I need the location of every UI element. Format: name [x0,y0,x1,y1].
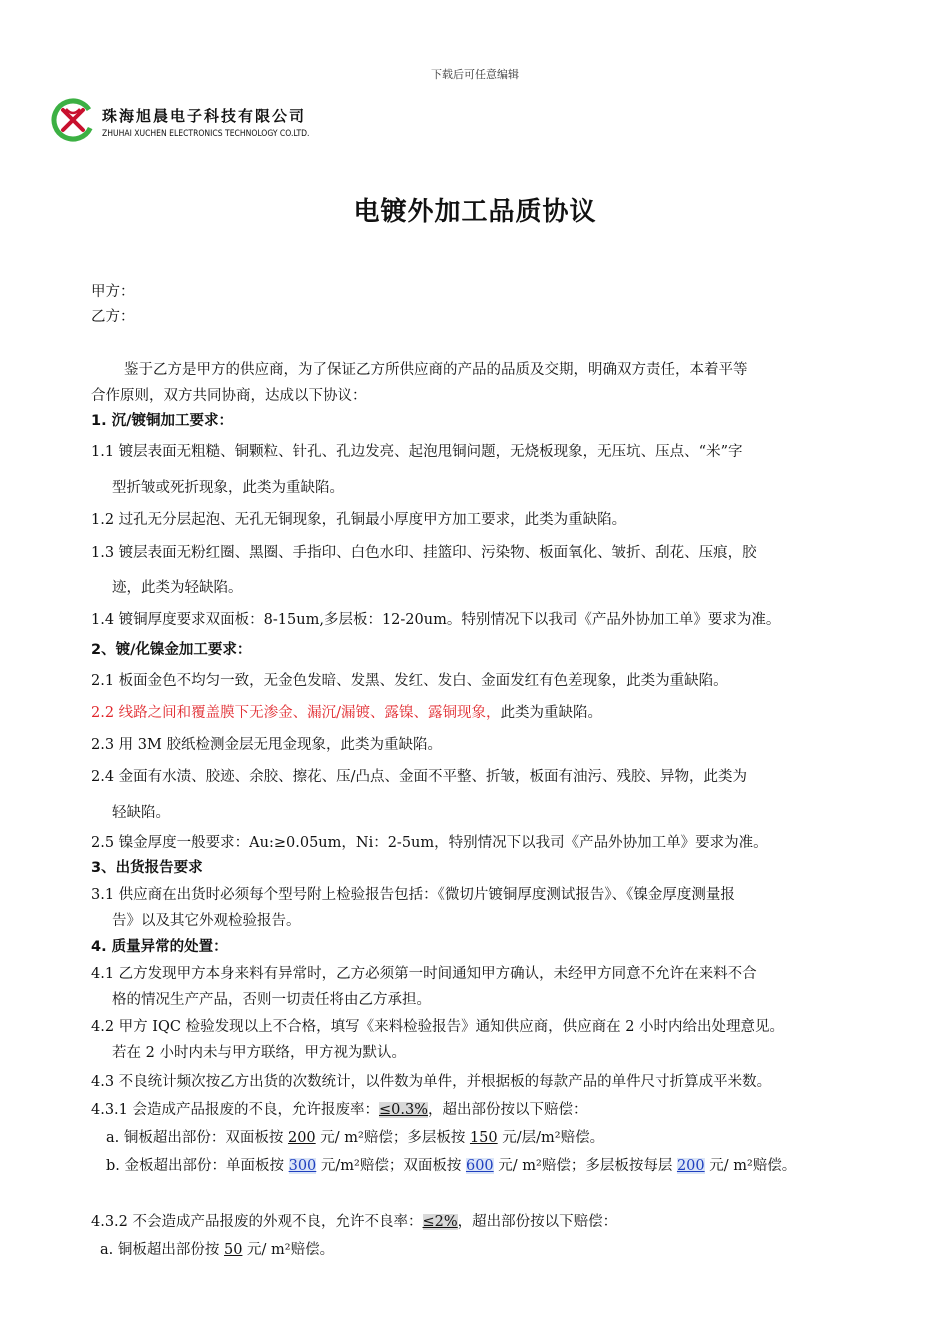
document-title: 电镀外加工品质协议 [353,197,597,227]
header-note: 下载后可任意编辑 [431,68,519,81]
clause-4-3-2 [91,1212,617,1232]
clause-4-3-2-suffix: ，超出部份按以下赔偿： [457,1214,618,1230]
clause-2-2-rest-text: 此类为重缺陷。 [500,705,603,721]
gold-board-label: b. 金板超出部份：单面板按 [106,1158,289,1174]
clause-2-3: 2.3 用 3M 胶纸检测金层无甩金现象，此类为重缺陷。 [91,737,442,753]
clause-4-3-2-text: 4.3.2 不会造成产品报废的外观不良，允许不良率： [91,1214,423,1230]
clause-4-1-line-1: 4.1 乙方发现甲方本身来料有异常时，乙方必须第一时间通知甲方确认，未经甲方同意不允许在来料不合 [91,966,757,982]
clause-2-5: 2.5 镍金厚度一般要求：Au:≥0.05um，Ni：2-5um，特别情况下以我司《产品外协加工单》要求为准。 [91,835,768,851]
clause-1-4: 1.4 镀铜厚度要求双面板：8-15um,多层板：12-20um。特别情况下以我司《产品外协加工单》要求为准。 [91,612,781,628]
clause-2-2 [91,703,602,723]
copper-multilayer-rate: 150 [469,1130,498,1146]
clause-2-4-line-2: 轻缺陷。 [112,805,170,821]
party-a-label: 甲方： [91,284,135,300]
clause-4-3-1 [91,1100,588,1120]
clause-1-3-line-1: 1.3 镀层表面无粉红圈、黑圈、手指印、白色水印、挂篮印、污染物、板面氧化、皱折、刮花、压痕，胶 [91,545,757,561]
intro-paragraph-line-1: 鉴于乙方是甲方的供应商，为了保证乙方所供应商的产品的品质及交期，明确双方责任，本着平等 [124,362,748,378]
company-name-cn: 珠海旭晨电子科技有限公司 [102,107,307,125]
scrap-rate-value: ≤0.3% [379,1102,429,1118]
clause-2-4-line-1: 2.4 金面有水渍、胶迹、余胶、擦花、压/凸点、金面不平整、折皱，板面有油污、残胶、异物，此类为 [91,769,748,785]
defect-rate-value: ≤2% [422,1214,458,1230]
clause-2-2-highlight-text: 2.2 线路之间和覆盖膜下无渗金、漏沉/漏镀、露镍、露铜现象， [91,705,501,721]
intro-paragraph-line-2: 合作原则，双方共同协商，达成以下协议： [91,388,367,404]
clause-4-3-1-a [106,1128,604,1148]
section-4-heading: 4. 质量异常的处置： [91,939,228,955]
company-logo-block [50,97,470,147]
section-2-heading: 2、镀/化镍金加工要求： [91,642,252,658]
clause-4-3-2-a [100,1240,334,1260]
clause-4-3: 4.3 不良统计频次按乙方出货的次数统计，以件数为单件，并根据板的每款产品的单件尺寸折算成平米数。 [91,1074,772,1090]
company-name-en: ZHUHAI XUCHEN ELECTRONICS TECHNOLOGY CO.LTD. [102,129,310,139]
gold-double-sided-rate: 600 [465,1158,494,1174]
clause-3-1-line-1: 3.1 供应商在出货时必须每个型号附上检验报告包括：《微切片镀铜厚度测试报告》、《镍金厚度测量报 [91,887,735,903]
copper-board-label: a. 铜板超出部份：双面板按 [106,1130,288,1146]
gold-board-suffix: 元/ m²赔偿。 [704,1158,797,1174]
section-1-heading: 1. 沉/镀铜加工要求： [91,413,233,429]
copper-board-mid-text: 元/ m²赔偿；多层板按 [315,1130,470,1146]
clause-1-1-line-1: 1.1 镀层表面无粗糙、铜颗粒、针孔、孔边发亮、起泡甩铜问题，无烧板现象，无压坑、压点、“米”字 [91,444,743,460]
clause-2-1: 2.1 板面金色不均匀一致，无金色发暗、发黑、发红、发白、金面发红有色差现象，此类为重缺陷。 [91,673,728,689]
clause-1-3-line-2: 迹，此类为轻缺陷。 [112,580,243,596]
party-b-label: 乙方： [91,309,135,325]
gold-single-sided-rate: 300 [288,1158,317,1174]
clause-4-1-line-2: 格的情况生产产品，否则一切责任将由乙方承担。 [112,992,431,1008]
clause-4-3-1-suffix: ，超出部份按以下赔偿： [428,1102,588,1118]
gold-board-mid-text-1: 元/m²赔偿；双面板按 [316,1158,466,1174]
copper-board-excess-label: a. 铜板超出部份按 [100,1242,224,1258]
gold-board-mid-text-2: 元/ m²赔偿；多层板按每层 [493,1158,677,1174]
copper-excess-rate: 50 [223,1242,243,1258]
clause-1-1-line-2: 型折皱或死折现象，此类为重缺陷。 [112,480,344,496]
xc-logo-icon [50,97,96,143]
clause-4-2-line-2: 若在 2 小时内未与甲方联络，甲方视为默认。 [112,1045,406,1061]
clause-3-1-line-2: 告》以及其它外观检验报告。 [112,913,301,929]
section-3-heading: 3、出货报告要求 [91,860,203,876]
clause-4-2-line-1: 4.2 甲方 IQC 检验发现以上不合格，填写《来料检验报告》通知供应商，供应商在 2 小时内给出处理意见。 [91,1019,785,1035]
copper-double-sided-rate: 200 [287,1130,316,1146]
clause-1-2: 1.2 过孔无分层起泡、无孔无铜现象，孔铜最小厚度甲方加工要求，此类为重缺陷。 [91,512,627,528]
clause-4-3-1-b [106,1156,796,1176]
copper-board-suffix: 元/层/m²赔偿。 [497,1130,605,1146]
clause-4-3-1-text: 4.3.1 会造成产品报废的不良，允许报废率： [91,1102,380,1118]
copper-excess-suffix: 元/ m²赔偿。 [242,1242,335,1258]
gold-multilayer-rate: 200 [676,1158,705,1174]
